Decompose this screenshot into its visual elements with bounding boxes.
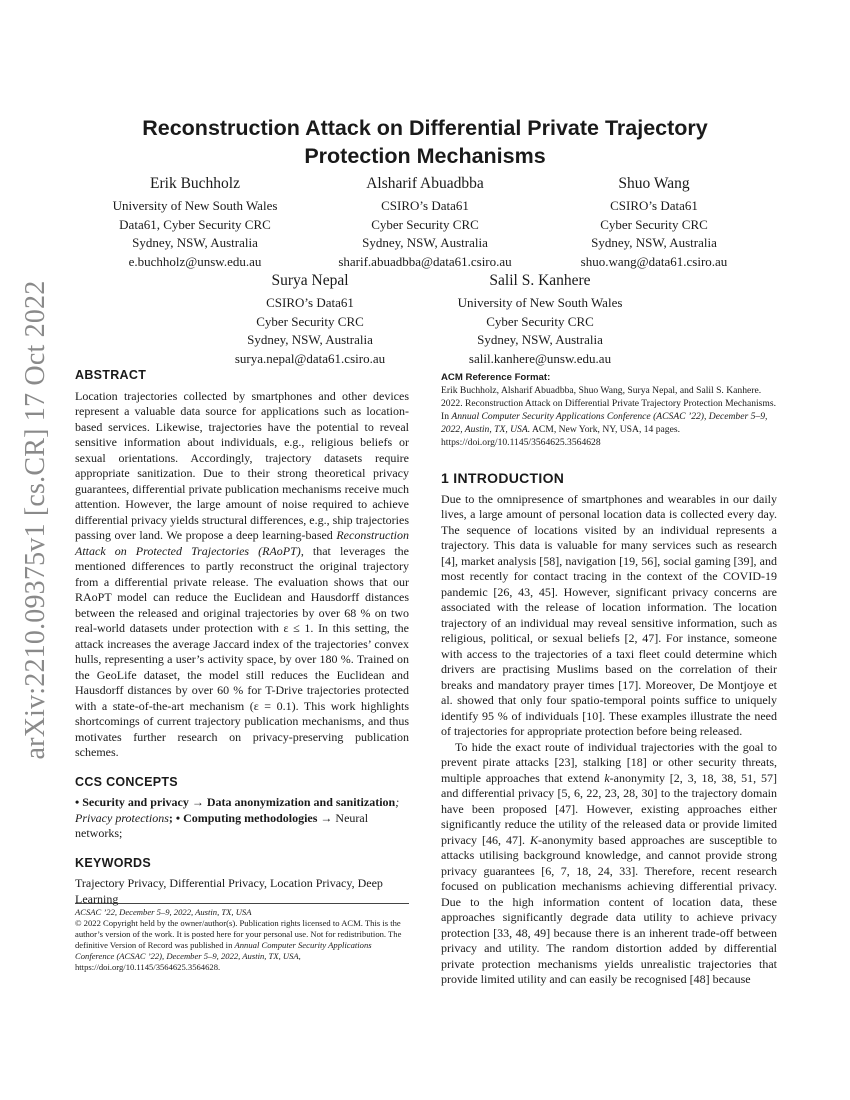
author-email[interactable]: sharif.abuadbba@data61.csiro.au <box>338 253 512 269</box>
author-block-5 <box>440 270 640 368</box>
author-block-1 <box>95 173 295 271</box>
ccs-heading: CCS CONCEPTS <box>75 774 178 789</box>
author-email[interactable]: surya.nepal@data61.csiro.au <box>234 350 386 366</box>
ccs-concepts: • Security and privacy → Data anonymization and sanitization; Privacy protections; • Computing methodologies → Neural networks; <box>75 795 400 840</box>
left-column <box>75 368 409 907</box>
footnote-conference: ACSAC ’22, December 5–9, 2022, Austin, TX, USA <box>75 907 252 917</box>
acm-reference: ACM Reference Format: Erik Buchholz, Alsharif Abuadbba, Shuo Wang, Surya Nepal, and Salil S. Kanhere. 2022. Reconstruction Attack on Differential Private Trajectory Protection Mechanisms. In Annual Computer Security Applications Conference (ACSAC ’22), December 5–9, 2022, Austin, TX, USA. ACM, New York, NY, USA, 14 pages. https://doi.org/10.1145/3564625.3564628 <box>441 372 777 448</box>
author-location: Sydney, NSW, Australia <box>591 235 717 250</box>
arxiv-stamp <box>14 0 58 1100</box>
author-email[interactable]: shuo.wang@data61.csiro.au <box>580 253 728 269</box>
abstract-heading: ABSTRACT <box>75 368 147 382</box>
copyright-footnote <box>75 903 409 973</box>
author-location: Sydney, NSW, Australia <box>247 332 373 347</box>
author-email[interactable]: e.buchholz@unsw.edu.au <box>128 253 262 269</box>
author-location: Sydney, NSW, Australia <box>477 332 603 347</box>
footnote-rule <box>75 903 409 904</box>
author-affiliation: Cyber Security CRC <box>256 313 364 329</box>
author-block-4 <box>220 270 400 368</box>
keywords-heading: KEYWORDS <box>75 855 152 870</box>
author-affiliation: University of New South Wales <box>457 295 623 310</box>
introduction-heading: 1 INTRODUCTION <box>441 470 565 486</box>
paper-title: Reconstruction Attack on Differential Private Trajectory Protection Mechanisms <box>142 116 708 168</box>
keywords-text: Trajectory Privacy, Differential Privacy, Location Privacy, Deep Learning <box>75 876 383 906</box>
author-affiliation: Data61, Cyber Security CRC <box>119 216 271 232</box>
author-affiliation: CSIRO’s Data61 <box>610 198 698 213</box>
arxiv-id[interactable]: arXiv:2210.09375v1 [cs.CR] 17 Oct 2022 <box>20 280 51 760</box>
author-email[interactable]: salil.kanhere@unsw.edu.au <box>468 350 612 366</box>
acm-reference-heading: ACM Reference Format: <box>441 372 551 383</box>
author-affiliation: Cyber Security CRC <box>600 216 708 232</box>
footnote-copyright: © 2022 Copyright held by the owner/author(s). Publication rights licensed to ACM. This is the author’s version of the work. It is posted here for your personal use. Not for redistribution. The definitive Version of Record was published in Annual Computer Security Applications Conference (ACSAC ’22), December 5–9, 2022, Austin, TX, USA, https://doi.org/10.1145/3564625.3564628. <box>75 918 402 972</box>
author-affiliation: University of New South Wales <box>112 198 278 213</box>
author-affiliation: Cyber Security CRC <box>371 216 479 232</box>
abstract-text: Location trajectories collected by smartphones and other devices represent a valuable data source for applications such as location-based services. Likewise, trajectories have the potential to reveal sensitive information about individuals, e.g., religious beliefs or sexual orientations. Accordingly, trajectory datasets require appropriate sanitization. Due to their strong theoretical privacy guarantees, differential private publication mechanisms receive much attention. However, the large amount of noise required to achieve differential privacy yields structural differences, e.g., ship trajectories passing over land. We propose a deep learning-based Reconstruction Attack on Protected Trajectories (RAoPT), that leverages the mentioned differences to partly reconstruct the original trajectory from a differential private release. The evaluation shows that our RAoPT model can reduce the Euclidean and Hausdorff distances between the released and original trajectories by over 68 % on two real-world datasets under protection with ε ≤ 1. In this setting, the attack increases the average Jaccard index of the trajectories’ convex hulls, representing a user’s activity space, by over 180 %. Trained on the GeoLife dataset, the model still reduces the Euclidean and Hausdorff distances by over 60 % for T-Drive trajectories protected with a state-of-the-art mechanism (ε = 0.1). This work highlights shortcomings of current trajectory publication mechanisms, and thus motivates further research on privacy-preserving publication schemes. <box>75 388 409 759</box>
author-name: Surya Nepal <box>271 272 349 289</box>
author-location: Sydney, NSW, Australia <box>362 235 488 250</box>
author-block-3 <box>563 173 745 271</box>
intro-paragraph-1: Due to the omnipresence of smartphones and wearables in our daily lives, a large amount of personal location data is collected every day. The sequence of locations visited by an individual represents a trajectory. This data is valuable for many services such as research [4], market analysis [58], navigation [19, 56], social gaming [39], and most recently for contact tracing in the context of the COVID-19 pandemic [26, 43, 45]. However, significant privacy concerns are associated with the release of location information. The location trajectory of an individual may reveal sensitive information, such as religious, political, or sexual beliefs [2, 47]. For instance, someone with access to the trajectories of a taxi fleet could determine which drivers are practising Muslims based on the correlation of their breaks and mandatory prayer times [17]. Moreover, De Montjoye et al. showed that only four spatio-temporal points suffice to uniquely identify 95 % of individuals [10]. These examples illustrate the need of trajectories for appropriate protection before being released. <box>441 491 777 738</box>
author-affiliation: CSIRO’s Data61 <box>266 295 354 310</box>
author-name: Shuo Wang <box>618 175 690 192</box>
author-name: Salil S. Kanhere <box>489 272 591 289</box>
right-column <box>441 371 777 988</box>
author-block-2 <box>315 173 535 271</box>
intro-paragraph-2: To hide the exact route of individual trajectories with the goal to prevent pirate attacks [23], stalking [18] or other security threats, multiple approaches that extend k-anonymity [2, 3, 18, 38, 51, 57] and differential privacy [5, 6, 22, 23, 28, 30] to the trajectory domain have been proposed [47]. However, existing approaches either significantly reduce the utility of the released data or provide limited privacy [46, 47]. K-anonymity based approaches are susceptible to attacks utilising background knowledge, and cannot provide strong privacy guarantees [6, 7, 18, 24, 33]. Therefore, recent research focused on publication mechanisms achieving differential privacy. Due to the high information content of location data, these approaches significantly degrade data utility to achieve privacy protection [33, 48, 49] because there is an inherent trade-off between privacy and utility. The random distortion added by differential private protection mechanisms yields unrealistic trajectories that provide limited utility and can easily be recognised [48] because <box>441 739 777 986</box>
author-name: Alsharif Abuadbba <box>366 175 484 192</box>
author-affiliation: Cyber Security CRC <box>486 313 594 329</box>
author-affiliation: CSIRO’s Data61 <box>381 198 469 213</box>
author-location: Sydney, NSW, Australia <box>132 235 258 250</box>
author-name: Erik Buchholz <box>150 175 240 192</box>
